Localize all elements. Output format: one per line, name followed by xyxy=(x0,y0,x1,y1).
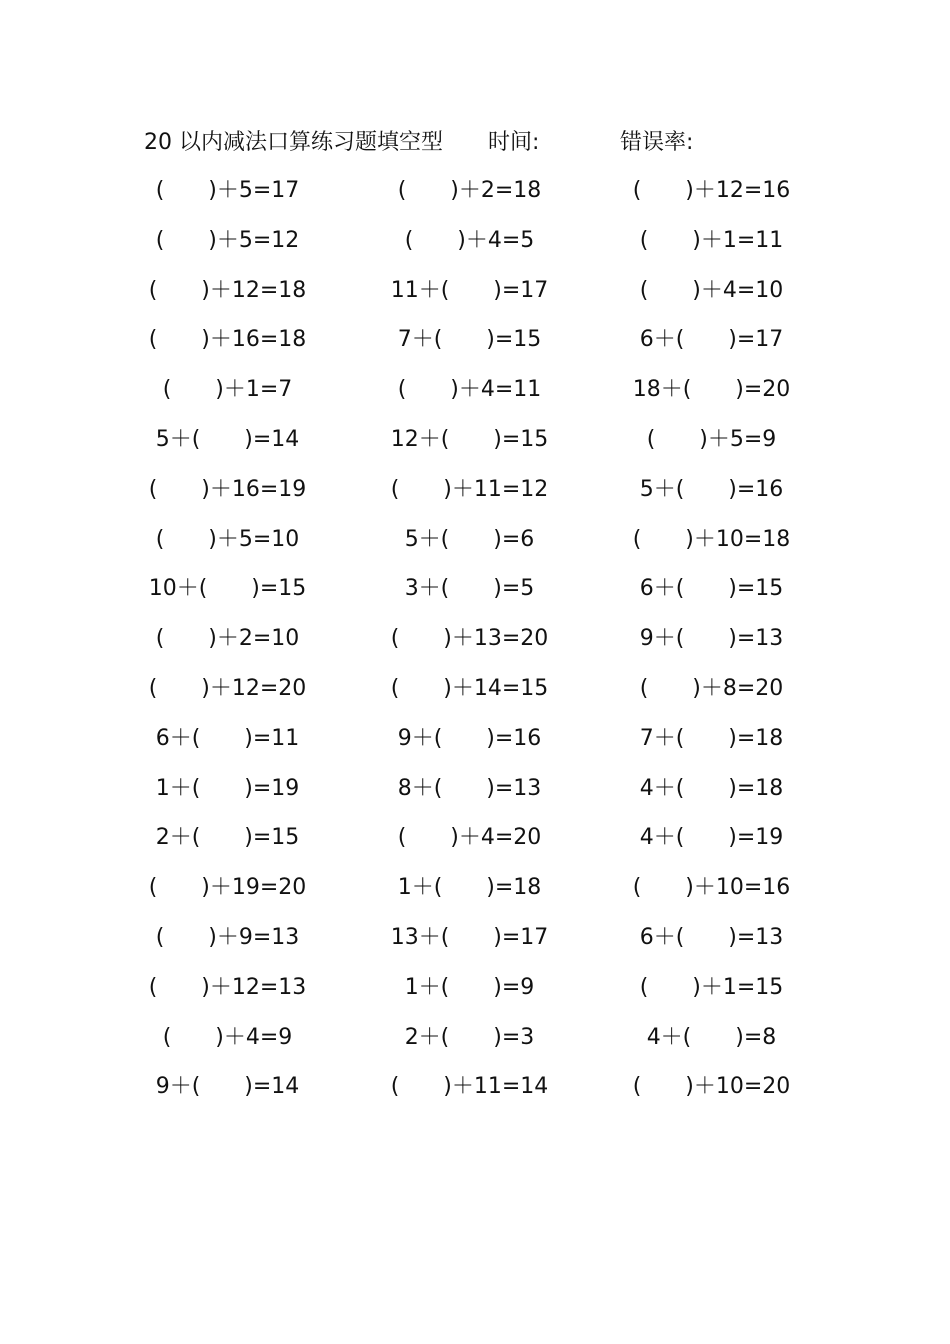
problem-item: 1＋( )=18 xyxy=(397,875,542,901)
problem-item: 1＋( )=19 xyxy=(155,775,300,801)
problem-item: ( )＋2=10 xyxy=(155,626,300,652)
problem-item: ( )＋9=13 xyxy=(155,924,300,950)
problem-item: 5＋( )=14 xyxy=(155,426,300,452)
problem-item: ( )＋4=20 xyxy=(397,825,542,851)
problem-item: 18＋( )=20 xyxy=(632,377,791,403)
problem-item: ( )＋10=20 xyxy=(632,1074,791,1100)
error-rate-label: 错误率: xyxy=(620,130,694,155)
time-label: 时间: xyxy=(488,130,540,155)
problem-row xyxy=(0,672,950,722)
problem-item: ( )＋1=7 xyxy=(162,377,293,403)
problem-item: ( )＋16=19 xyxy=(148,476,307,502)
problem-item: ( )＋12=13 xyxy=(148,974,307,1000)
problem-item: ( )＋12=20 xyxy=(148,675,307,701)
problem-item: ( )＋13=20 xyxy=(390,626,549,652)
problem-row xyxy=(0,224,950,274)
problem-item: 5＋( )=6 xyxy=(404,526,535,552)
problem-item: ( )＋19=20 xyxy=(148,875,307,901)
worksheet-header xyxy=(144,126,844,160)
problem-row xyxy=(0,373,950,423)
problem-item: 13＋( )=17 xyxy=(390,924,549,950)
problem-row xyxy=(0,622,950,672)
problem-item: 9＋( )=13 xyxy=(639,626,784,652)
problem-item: ( )＋4=9 xyxy=(162,1024,293,1050)
problem-row xyxy=(0,722,950,772)
problem-item: ( )＋2=18 xyxy=(397,178,542,203)
problem-row xyxy=(0,174,950,224)
problem-item: 6＋( )=15 xyxy=(639,576,784,602)
problem-item: ( )＋4=10 xyxy=(639,277,784,303)
problem-item: 6＋( )=13 xyxy=(639,924,784,950)
problem-item: ( )＋14=15 xyxy=(390,675,549,701)
problem-item: 7＋( )=18 xyxy=(639,725,784,751)
problem-item: ( )＋5=10 xyxy=(155,526,300,552)
problem-item: ( )＋10=16 xyxy=(632,875,791,901)
problem-item: ( )＋11=12 xyxy=(390,476,549,502)
problem-item: 7＋( )=15 xyxy=(397,327,542,353)
problem-row xyxy=(0,921,950,971)
problem-item: ( )＋11=14 xyxy=(390,1074,549,1100)
problem-row xyxy=(0,821,950,871)
problem-item: 5＋( )=16 xyxy=(639,476,784,502)
problem-item: 3＋( )=5 xyxy=(404,576,535,602)
problem-item: ( )＋10=18 xyxy=(632,526,791,552)
worksheet-title: 20 以内减法口算练习题填空型 xyxy=(144,130,443,155)
problem-item: ( )＋1=15 xyxy=(639,974,784,1000)
problem-item: 11＋( )=17 xyxy=(390,277,549,303)
problem-item: 6＋( )=17 xyxy=(639,327,784,353)
problem-item: 6＋( )=11 xyxy=(155,725,300,751)
problem-row xyxy=(0,572,950,622)
problem-item: ( )＋5=17 xyxy=(155,178,300,203)
problem-item: 4＋( )=19 xyxy=(639,825,784,851)
problem-item: 9＋( )=14 xyxy=(155,1074,300,1100)
problem-row xyxy=(0,1070,950,1120)
problem-item: ( )＋4=5 xyxy=(404,227,535,253)
problem-item: 9＋( )=16 xyxy=(397,725,542,751)
problem-row xyxy=(0,871,950,921)
problem-row xyxy=(0,323,950,373)
problem-item: ( )＋5=9 xyxy=(646,426,777,452)
problem-row xyxy=(0,971,950,1021)
problem-item: 2＋( )=15 xyxy=(155,825,300,851)
problem-item: ( )＋5=12 xyxy=(155,227,300,253)
problem-row xyxy=(0,1021,950,1071)
problem-item: 4＋( )=18 xyxy=(639,775,784,801)
problem-item: 12＋( )=15 xyxy=(390,426,549,452)
problem-item: ( )＋12=16 xyxy=(632,178,791,203)
problem-row xyxy=(0,423,950,473)
problem-item: 2＋( )=3 xyxy=(404,1024,535,1050)
problem-item: ( )＋12=18 xyxy=(148,277,307,303)
problem-item: 1＋( )=9 xyxy=(404,974,535,1000)
problem-item: ( )＋16=18 xyxy=(148,327,307,353)
problem-item: 4＋( )=8 xyxy=(646,1024,777,1050)
problem-row xyxy=(0,274,950,324)
problem-row xyxy=(0,772,950,822)
problem-row xyxy=(0,473,950,523)
problem-item: ( )＋1=11 xyxy=(639,227,784,253)
problem-item: ( )＋8=20 xyxy=(639,675,784,701)
problem-item: 8＋( )=13 xyxy=(397,775,542,801)
problem-grid xyxy=(0,174,950,1120)
problem-item: ( )＋4=11 xyxy=(397,377,542,403)
problem-item: 10＋( )=15 xyxy=(148,576,307,602)
problem-row xyxy=(0,523,950,573)
